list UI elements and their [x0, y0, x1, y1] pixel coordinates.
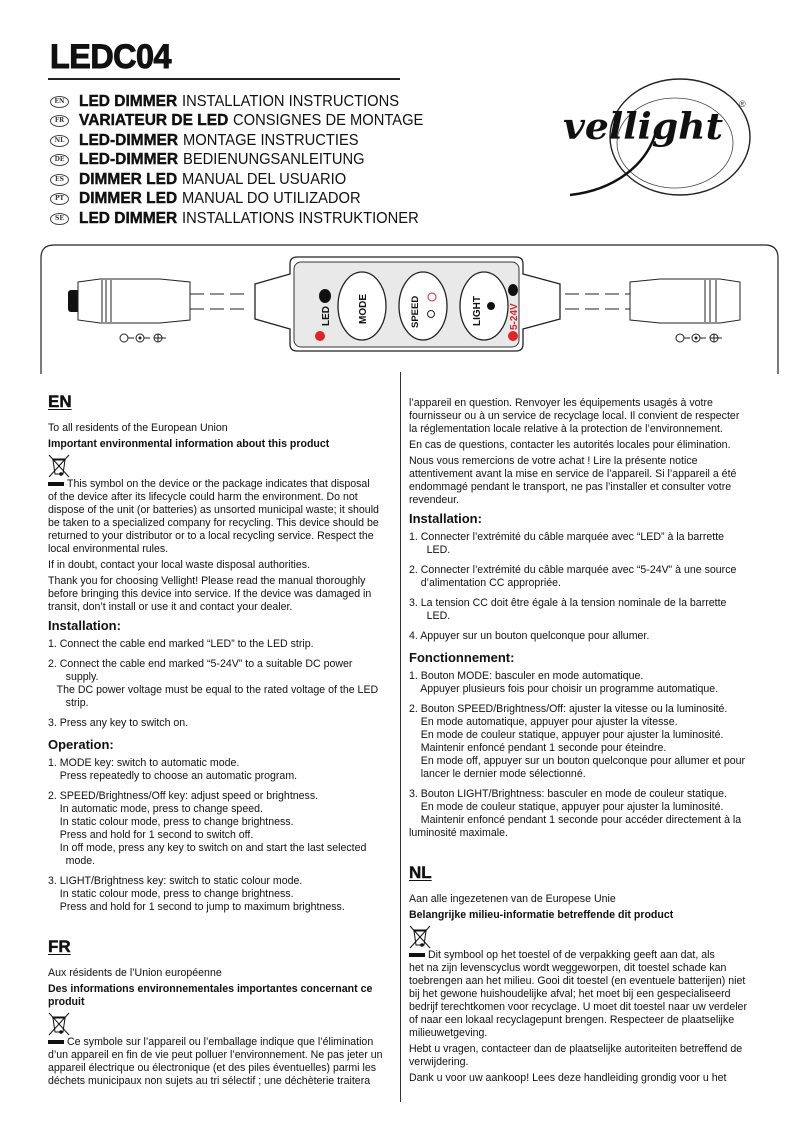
title-rule — [48, 78, 400, 80]
text-line: verwijdering. — [409, 1056, 469, 1068]
paragraph — [48, 422, 393, 435]
text-line: In static colour mode, press to change brightness. — [48, 816, 294, 828]
lang-doc-type: MANUAL DO UTILIZADOR — [182, 190, 361, 208]
list-item — [48, 790, 393, 868]
list-item — [409, 703, 771, 781]
weee-bin-icon — [48, 454, 70, 478]
text-line: strip. — [48, 697, 89, 709]
lang-badge-icon: FR — [50, 115, 69, 127]
lang-product: DIMMER LED — [79, 190, 178, 208]
lang-doc-type: INSTALLATIONS INSTRUKTIONER — [182, 209, 419, 227]
language-row-de — [50, 151, 434, 171]
text-line: mode. — [48, 855, 96, 867]
text-line: En cas de questions, contacter les autorités locales pour élimination. — [409, 439, 731, 451]
mode-label: MODE — [358, 294, 369, 324]
text-line: local environmental rules. — [48, 543, 169, 555]
list-item — [409, 670, 771, 696]
paragraph — [409, 455, 771, 507]
list-item — [48, 717, 393, 730]
text-line: LED. — [409, 610, 451, 622]
list-item — [409, 564, 771, 590]
text-line: The DC power voltage must be equal to the rated voltage of the LED — [48, 684, 379, 696]
text-line: bedrijf terechtkomen voor recyclage. U moet dit toestel naar uw verdeler — [409, 1001, 747, 1013]
text-line: En mode off, appuyer sur un bouton quelconque pour allumer et pour — [409, 755, 746, 767]
lang-badge-icon: NL — [50, 135, 69, 147]
text-line: endommagé pendant le transport, ne pas l’installer et consulter votre — [409, 481, 732, 493]
paragraph — [48, 575, 393, 614]
text-line: Appuyer plusieurs fois pour choisir un programme automatique. — [409, 683, 719, 695]
text-line: In off mode, press any key to switch on and start the last selected — [48, 842, 367, 854]
led-plus-icon — [315, 331, 325, 341]
paragraph — [48, 478, 393, 556]
section-spacer — [409, 847, 771, 863]
text-line — [409, 949, 771, 962]
text-line: Aan alle ingezetenen van de Europese Unie — [409, 893, 616, 905]
speed-label: SPEED — [410, 295, 421, 328]
text-line: luminosité maximale. — [409, 827, 508, 839]
section-heading: FR — [48, 937, 71, 956]
lang-badge-icon: EN — [50, 96, 69, 108]
text-line: bij het gewone huishoudelijke afval; het moet bij een gespecialiseerd — [409, 988, 731, 1000]
text-line: toebrengen aan het milieu. Gooi dit toestel (en eventuele batterijen) niet — [409, 975, 746, 987]
text-line: Important environmental information about this product — [48, 438, 330, 450]
text-line: Press repeatedly to choose an automatic program. — [48, 770, 298, 782]
text-line — [48, 478, 393, 491]
text-line: 2. Bouton SPEED/Brightness/Off: ajuster la vitesse ou la luminosité. — [409, 703, 728, 715]
text-line: 3. La tension CC doit être égale à la tension nominale de la barrette — [409, 597, 727, 609]
text-line: 2. Connect the cable end marked “5-24V” to a suitable DC power — [48, 658, 353, 670]
lang-doc-type: CONSIGNES DE MONTAGE — [233, 112, 424, 130]
paragraph — [48, 1036, 393, 1088]
text-line: If in doubt, contact your local waste disposal authorities. — [48, 559, 311, 571]
text-line: déchets municipaux non sujets au tri sélectif ; une déchèterie traitera — [48, 1075, 371, 1087]
text-line: Thank you for choosing Vellight! Please read the manual thoroughly — [48, 575, 366, 587]
text-line: d’alimentation CC appropriée. — [409, 577, 561, 589]
list-item — [409, 630, 771, 643]
section-heading: EN — [48, 392, 72, 411]
paragraph — [48, 967, 393, 980]
paragraph — [409, 1043, 771, 1069]
lang-doc-type: MANUAL DEL USUARIO — [182, 170, 347, 188]
list-item — [48, 757, 393, 783]
text-line-content: This symbol on the device or the package indicates that disposal — [67, 478, 370, 490]
text-line: of the device after its lifecycle could harm the environment. Do not — [48, 491, 358, 503]
text-line: Maintenir enfoncé pendant 1 seconde pour éteindre. — [409, 742, 667, 754]
text-line: 2. Connecter l’extrémité du câble marquée avec “5-24V” à une source — [409, 564, 737, 576]
text-line: Dank u voor uw aankoop! Lees deze handleiding grondig voor u het — [409, 1072, 727, 1084]
lang-product: VARIATEUR DE LED — [79, 112, 229, 130]
text-line: supply. — [48, 671, 99, 683]
led-plug-icon — [68, 279, 250, 342]
text-line: Maintenir enfoncé pendant 1 seconde pour accéder directement à la — [409, 814, 742, 826]
text-line — [48, 1036, 393, 1049]
text-line: fournisseur ou à un service de recyclage local. Il convient de respecter — [409, 410, 740, 422]
section-heading: NL — [409, 863, 432, 882]
text-line: 1. Connecter l’extrémité du câble marquée avec “LED” à la barrette — [409, 531, 725, 543]
weee-bar-icon — [48, 482, 64, 486]
light-label: LIGHT — [472, 296, 483, 326]
subsection-heading: Installation: — [48, 618, 121, 633]
led-label: LED — [321, 306, 332, 326]
text-line: lancer le dernier mode sélectionné. — [409, 768, 586, 780]
text-line: d’un appareil en fin de vie peut polluer l’environnement. Ne pas jeter un — [48, 1049, 383, 1061]
vellight-logo — [555, 75, 755, 200]
text-line: transit, don’t install or use it and contact your dealer. — [48, 601, 293, 613]
weee-bin-icon — [409, 925, 431, 949]
speed-button[interactable] — [399, 272, 447, 340]
lang-doc-type: INSTALLATION INSTRUCTIONS — [182, 92, 400, 110]
text-line: 1. Connect the cable end marked “LED” to the LED strip. — [48, 638, 314, 650]
light-button[interactable] — [460, 272, 508, 340]
text-line: En mode de couleur statique, appuyer pour ajuster la luminosité. — [409, 729, 724, 741]
text-line: produit — [48, 996, 85, 1008]
weee-bar-icon — [48, 1040, 64, 1044]
weee-bin-icon — [48, 1012, 70, 1036]
text-line: En mode automatique, appuyer pour ajuster la vitesse. — [409, 716, 678, 728]
text-line: be taken to a specialized company for recycling. This device should be — [48, 517, 379, 529]
text-line: Hebt u vragen, contacteer dan de plaatselijke autoriteiten betreffend de — [409, 1043, 743, 1055]
text-line: appareil électrique ou électronique (et des piles éventuelles) parmi les — [48, 1062, 377, 1074]
paragraph — [409, 1072, 771, 1085]
lang-product: DIMMER LED — [79, 170, 178, 188]
column-divider — [400, 372, 401, 1102]
left-column — [48, 392, 393, 1091]
logo-text: vellight — [563, 106, 724, 148]
list-item — [409, 788, 771, 840]
sun-icon — [487, 302, 495, 310]
text-line: Aux résidents de l’Union européenne — [48, 967, 222, 979]
lang-badge-icon: DE — [50, 154, 69, 166]
subsection-heading: Installation: — [409, 511, 482, 526]
language-row-nl — [50, 131, 434, 151]
text-line: returned to your distributor or to a local recycling service. Respect the — [48, 530, 374, 542]
lang-doc-type: MONTAGE INSTRUCTIES — [183, 131, 359, 149]
text-line: Belangrijke milieu-informatie betreffende dit product — [409, 909, 674, 921]
text-line-content: Dit symbool op het toestel of de verpakking geeft aan dat, als — [428, 949, 715, 961]
list-item — [48, 875, 393, 914]
registered-mark: ® — [739, 99, 746, 109]
lang-badge-icon: SE — [50, 213, 69, 225]
text-line: l’appareil en question. Renvoyer les équipements usagés à votre — [409, 397, 713, 409]
paragraph — [409, 893, 771, 906]
lang-product: LED-DIMMER — [79, 151, 179, 169]
right-column — [409, 397, 771, 1088]
bold-paragraph — [48, 438, 393, 451]
text-line: To all residents of the European Union — [48, 422, 228, 434]
text-line: Press and hold for 1 second to jump to maximum brightness. — [48, 901, 345, 913]
text-line: la réglementation locale relative à la protection de l’environnement. — [409, 423, 723, 435]
text-line: In automatic mode, press to change speed. — [48, 803, 263, 815]
bold-paragraph — [48, 983, 393, 1009]
language-list — [50, 92, 434, 229]
lang-product: LED DIMMER — [79, 209, 178, 227]
weee-bar-icon — [409, 953, 425, 957]
paragraph — [48, 559, 393, 572]
subsection-heading: Fonctionnement: — [409, 650, 515, 665]
text-line: before bringing this device into service. If the device was damaged in — [48, 588, 372, 600]
text-line: 3. LIGHT/Brightness key: switch to static colour mode. — [48, 875, 303, 887]
paragraph — [409, 397, 771, 436]
language-row-es — [50, 170, 434, 190]
list-item — [409, 597, 771, 623]
lang-product: LED DIMMER — [79, 92, 178, 110]
list-item — [409, 531, 771, 557]
dimmer-diagram — [40, 244, 779, 374]
text-line: revendeur. — [409, 494, 460, 506]
dimmer-controller — [255, 257, 560, 351]
text-line: LED. — [409, 544, 451, 556]
paragraph — [409, 439, 771, 452]
lang-product: LED-DIMMER — [79, 131, 179, 149]
section-spacer — [48, 921, 393, 937]
text-line: dispose of the unit (or batteries) as unsorted municipal waste; it should — [48, 504, 379, 516]
lang-doc-type: BEDIENUNGSANLEITUNG — [183, 151, 365, 169]
text-line: In static colour mode, press to change brightness. — [48, 888, 294, 900]
product-title: LEDC04 — [50, 38, 172, 76]
text-line: Des informations environnementales importantes concernant ce — [48, 983, 373, 995]
list-item — [48, 638, 393, 651]
voltage-label: 5-24V — [509, 303, 520, 330]
paragraph — [409, 949, 771, 1040]
text-line: 1. MODE key: switch to automatic mode. — [48, 757, 240, 769]
text-line: of naar een lokaal recyclagepunt brengen. Respecteer de plaatselijke — [409, 1014, 735, 1026]
text-line-content: Ce symbole sur l’appareil ou l’emballage indique que l’élimination — [67, 1036, 374, 1048]
power-plug-icon — [565, 279, 740, 342]
bold-paragraph — [409, 909, 771, 922]
subsection-heading: Operation: — [48, 737, 114, 752]
text-line: 1. Bouton MODE: basculer en mode automatique. — [409, 670, 644, 682]
lang-badge-icon: PT — [50, 193, 69, 205]
text-line: milieuwetgeving. — [409, 1027, 488, 1039]
text-line: het na zijn levenscyclus wordt weggeworpen, dit toestel schade kan — [409, 962, 727, 974]
voltage-plus-icon — [508, 331, 518, 341]
text-line: Nous vous remercions de votre achat ! Lire la présente notice — [409, 455, 698, 467]
language-row-se — [50, 209, 434, 229]
text-line: 4. Appuyer sur un bouton quelconque pour allumer. — [409, 630, 650, 642]
text-line: 2. SPEED/Brightness/Off key: adjust speed or brightness. — [48, 790, 319, 802]
text-line: 3. Press any key to switch on. — [48, 717, 189, 729]
text-line: attentivement avant la mise en service de l’appareil. Si l’appareil a été — [409, 468, 737, 480]
list-item — [48, 658, 393, 710]
language-row-en — [50, 92, 434, 112]
language-row-fr — [50, 112, 434, 132]
text-line: En mode de couleur statique, appuyer pour ajuster la luminosité. — [409, 801, 724, 813]
text-line: Press and hold for 1 second to switch off. — [48, 829, 254, 841]
lang-badge-icon: ES — [50, 174, 69, 186]
text-line: 3. Bouton LIGHT/Brightness: basculer en mode de couleur statique. — [409, 788, 727, 800]
language-row-pt — [50, 190, 434, 210]
